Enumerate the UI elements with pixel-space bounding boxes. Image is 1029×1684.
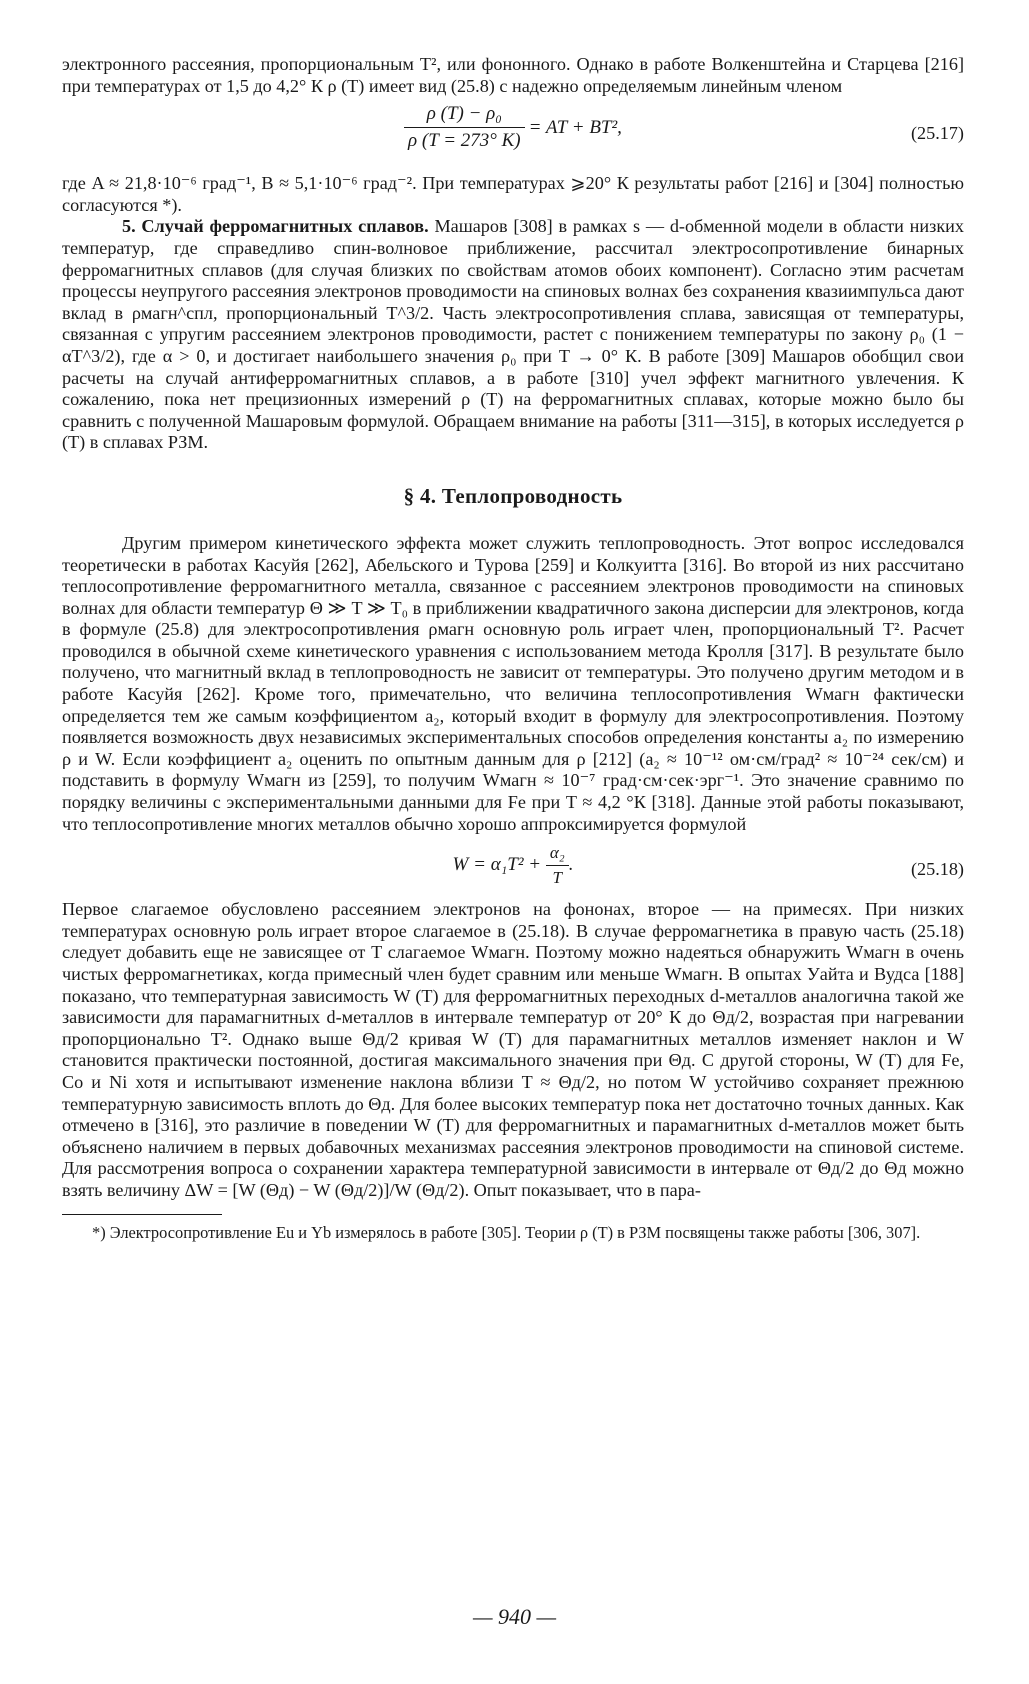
equation-expression (62, 103, 964, 152)
equation-number: (25.17) (910, 123, 964, 144)
paragraph-ferromagnetic-alloys (62, 216, 964, 454)
paragraph-thermal-conductivity: Другим примером кинетического эффекта может служить теплопроводность. Этот вопрос исследовался теоретически в работах Касуйя [262], Абельского и Турова [259] и Колкуитта [316]. Во второй из них рассчитано теплосопротивление ферромагнитного металла, связанное с рассеянием электронов проводимости на спиновых волнах для области температур Θ ≫ T ≫ T₀ в приближении квадратичного закона дисперсии для электронов, когда в формуле (25.8) для электросопротивления ρмагн основную роль играет член, пропорциональный T². Расчет проводился в обычной схеме кинетического уравнения с использованием метода Кролля [317]. В результате было получено, что магнитный вклад в теплопроводность не зависит от температуры. Это получено другим методом и в работе Касуйя [262]. Кроме того, примечательно, что величина теплосопротивления Wмагн фактически определяется тем же самым коэффициентом a₂, который входит в формулу для электросопротивления. Поэтому появляется возможность двух независимых экспериментальных способов определения константы a₂ по измерению ρ и W. Если коэффициент a₂ оценить по опытным данным для ρ [212] (a₂ ≈ 10⁻¹² ом·см/град² ≈ 10⁻²⁴ сек/см) и подставить в формулу Wмагн из [259], то получим Wмагн ≈ 10⁻⁷ град·см·сек·эрг⁻¹. Это значение сравнимо по порядку величины с экспериментальными данными для Fe при T ≈ 4,2 °К [318]. Данные этой работы показывают, что теплосопротивление многих металлов обычно хорошо аппроксимируется формулой (62, 532, 964, 834)
equation-lhs: W = α₁T² + (452, 854, 542, 876)
equation-fraction (404, 103, 525, 152)
fraction-numerator: ρ (T) − ρ₀ (404, 103, 525, 128)
fraction-numerator: α₂ (546, 843, 569, 866)
fraction-denominator: T (552, 868, 563, 888)
equation-number: (25.18) (910, 859, 964, 880)
paragraph-discussion: Первое слагаемое обусловлено рассеянием электронов на фононах, второе — на примесях. При низких температурах основную роль играет второе слагаемое в (25.18). В случае ферромагнетика в правую часть (25.18) следует добавить еще не зависящее от T слагаемое Wмагн. Поэтому можно надеяться обнаружить Wмагн в очень чистых ферромагнетиках, когда примесный член будет сравним или меньше Wмагн. В опытах Уайта и Вудса [188] показано, что температурная зависимость W (T) для ферромагнитных переходных d-металлов аналогична такой же зависимости для парамагнитных d-металлов в интервале температур от 20° К до Θд/2, возрастая при нагревании пропорционально T². Однако выше Θд/2 кривая W (T) для парамагнитных металлов изменяет наклон и W становится практически постоянной, достигая максимального значения при Θд. С другой стороны, W (T) для Fe, Co и Ni хотя и испытывают изменение наклона вблизи T ≈ Θд/2, но потом W устойчиво сохраняет прежнюю температурную зависимость вплоть до Θд. Для более высоких температур пока нет достаточно точных данных. Как отмечено в [316], это различие в поведении W (T) для ферромагнитных и парамагнитных d-металлов может быть объяснено наличием в первых добавочных механизмах рассеяния электронов проводимости на спиновой системе. Для рассмотрения вопроса о сохранении характера температурной зависимости в интервале от Θд/2 до Θд можно взять величину ΔW = [W (Θд) − W (Θд/2)]/W (Θд/2). Опыт показывает, что в пара- (62, 899, 964, 1200)
section-title: § 4. Теплопроводность (403, 483, 623, 508)
paragraph-coefficients: где A ≈ 21,8·10⁻⁶ град⁻¹, B ≈ 5,1·10⁻⁶ град⁻². При температурах ⩾20° К результаты работ [216] и [304] полностью согласуются *). (62, 173, 964, 215)
equation-expression (62, 843, 964, 888)
fraction-denominator: ρ (T = 273° K) (408, 130, 521, 152)
footnote: *) Электросопротивление Eu и Yb измерялось в работе [305]. Теории ρ (T) в РЗМ посвящены также работы [306, 307]. (92, 1222, 921, 1242)
equation-fraction (546, 843, 569, 888)
equation-tail: . (568, 854, 574, 876)
subsection-heading: 5. Случай ферромагнитных сплавов. (122, 216, 429, 237)
equation-25-18 (62, 843, 964, 895)
paragraph-body: Машаров [308] в рамках s — d-обменной модели в области низких температур, где справедливо спин-волновое приближение, рассчитал электросопротивление бинарных ферромагнитных сплавов (для случая близких по свойствам атомов обоих компонент). Согласно этим расчетам процессы неупругого рассеяния электронов проводимости на спиновых волнах без сохранения квазиимпульса дают вклад в ρмагн^спл, пропорциональный T^3/2. Часть электросопротивления сплава, зависящая от температуры, связанная с упругим рассеянием электронов проводимости, растет с понижением температуры по закону ρ₀ (1 − αT^3/2), где α > 0, и достигает наибольшего значения ρ₀ при T → 0° К. В работе [309] Машаров обобщил свои расчеты на случай антиферромагнитных сплавов, а в работе [310] учел эффект магнитного увлечения. К сожалению, пока нет прецизионных измерений ρ (T) на ферромагнитных сплавах, которые можно было бы сравнить с полученной Машаровым формулой. Обращаем внимание на работы [311—315], в которых исследуется ρ (T) в сплавах РЗМ. (62, 216, 964, 453)
page-number: — 940 — (472, 1604, 557, 1629)
equation-rhs: = AT + BT², (528, 116, 622, 138)
page-content (62, 54, 964, 1243)
paragraph-continuation: электронного рассеяния, пропорциональным T², или фононного. Однако в работе Волкенштейна и Старцева [216] при температурах от 1,5 до 4,2° К ρ (T) имеет вид (25.8) с надежно определяемым линейным членом (62, 54, 964, 96)
footnote-divider (62, 1214, 222, 1215)
equation-25-17 (62, 103, 964, 167)
